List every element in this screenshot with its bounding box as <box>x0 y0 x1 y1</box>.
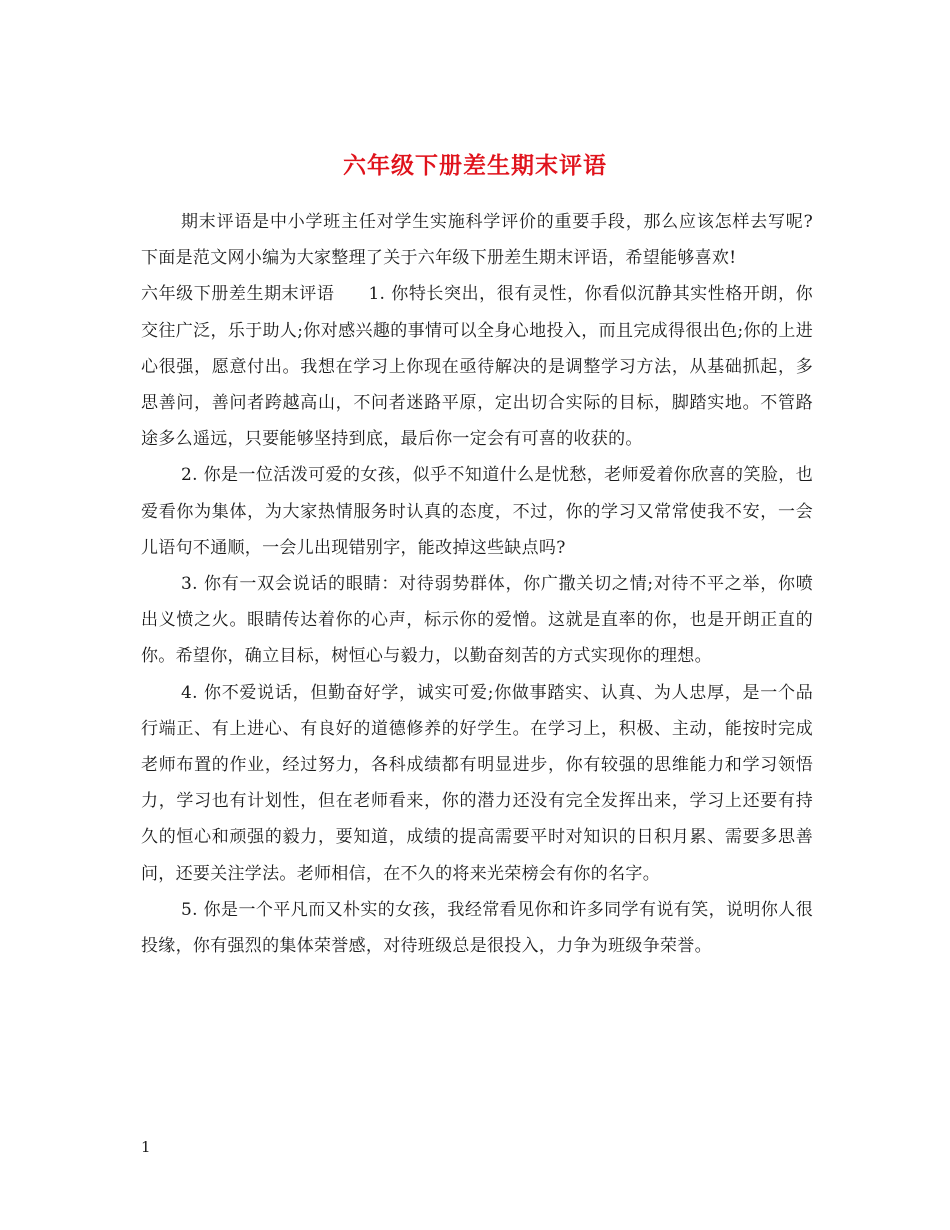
comment-item-1: 1. 你特长突出，很有灵性，你看似沉静其实性格开朗，你交往广泛，乐于助人;你对感兴趣的事情可以全身心地投入，而且完成得很出色;你的上进心很强，愿意付出。我想在学习上你现在亟待解决的是调整学习方法，从基础抓起，多思善问，善问者跨越高山，不问者迷路平原，定出切合实际的目标，脚踏实地。不管路途多么遥远，只要能够坚持到底，最后你一定会有可喜的收获的。 <box>141 284 813 450</box>
comment-item-5: 5. 你是一个平凡而又朴实的女孩，我经常看见你和许多同学有说有笑，说明你人很投缘，你有强烈的集体荣誉感，对待班级总是很投入，力争为班级争荣誉。 <box>141 899 813 957</box>
comment-item-2: 2. 你是一位活泼可爱的女孩，似乎不知道什么是忧愁，老师爱着你欣喜的笑脸，也爱看你为集体，为大家热情服务时认真的态度，不过，你的学习又常常使我不安，一会儿语句不通顺，一会儿出现错别字，能改掉这些缺点吗? <box>141 465 813 558</box>
comment-item-3: 3. 你有一双会说话的眼睛：对待弱势群体，你广撒关切之情;对待不平之举，你喷出义愤之火。眼睛传达着你的心声，标示你的爱憎。这就是直率的你，也是开朗正直的你。希望你，确立目标，树恒心与毅力，以勤奋刻苦的方式实现你的理想。 <box>141 574 813 667</box>
comment-item-4: 4. 你不爱说话，但勤奋好学，诚实可爱;你做事踏实、认真、为人忠厚，是一个品行端正、有上进心、有良好的道德修养的好学生。在学习上，积极、主动，能按时完成老师布置的作业，经过努力，各科成绩都有明显进步，你有较强的思维能力和学习领悟力，学习也有计划性，但在老师看来，你的潜力还没有完全发挥出来，学习上还要有持久的恒心和顽强的毅力，要知道，成绩的提高需要平时对知识的日积月累、需要多思善问，还要关注学法。老师相信，在不久的将来光荣榜会有你的名字。 <box>141 682 813 884</box>
section-subheading: 六年级下册差生期末评语 <box>141 284 335 305</box>
document-title: 六年级下册差生期末评语 <box>343 152 607 180</box>
intro-paragraph: 期末评语是中小学班主任对学生实施科学评价的重要手段，那么应该怎样去写呢?下面是范文网小编为大家整理了关于六年级下册差生期末评语，希望能够喜欢! <box>141 212 813 269</box>
first-item-paragraph <box>141 276 813 457</box>
page-number: 1 <box>141 1138 151 1156</box>
document-body <box>141 204 813 964</box>
